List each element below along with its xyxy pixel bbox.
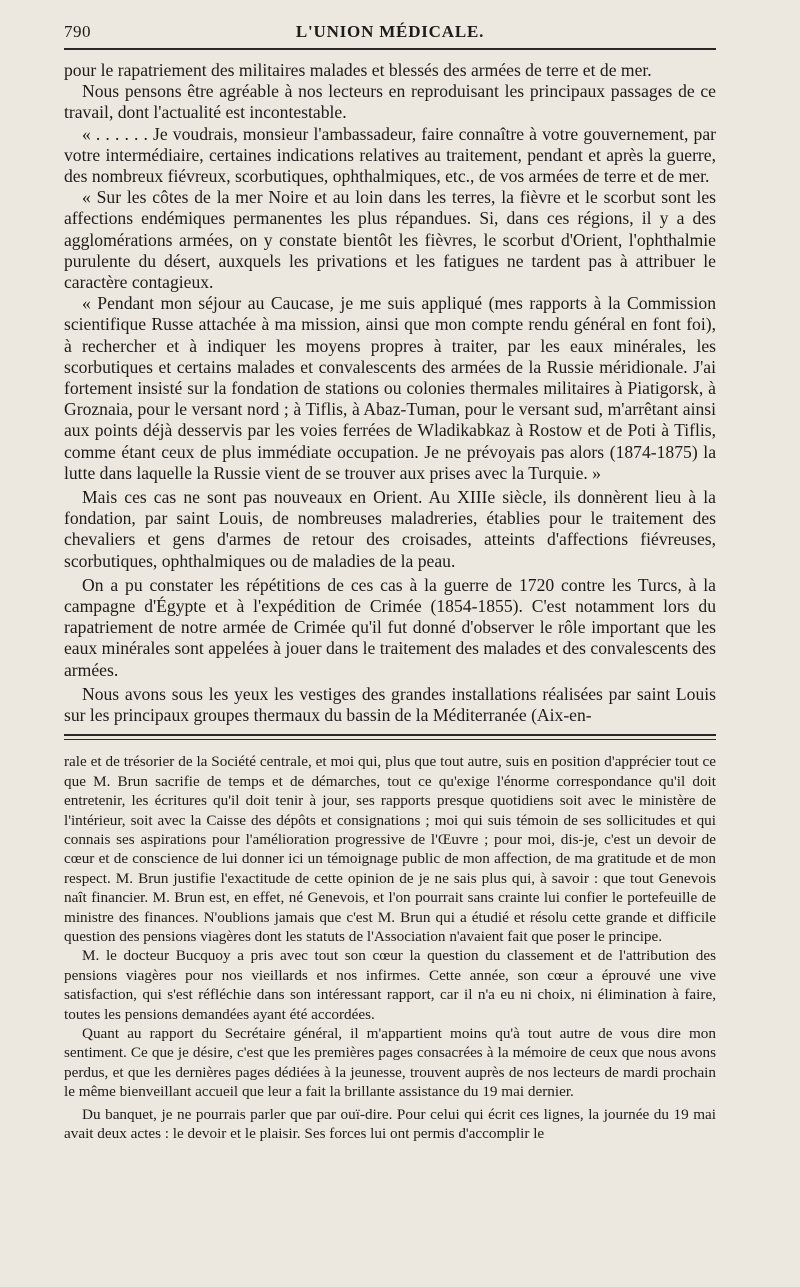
- body-paragraph: On a pu constater les répétitions de ces cas à la guerre de 1720 contre les Turcs, à la campagne d'Égypte et à l'expédition de Crimée (1854-1855). C'est notamment lors du rapatriement de notre armée de Crimée qu'il fut donné d'observer le rôle important que les eaux minérales sont appelées à jouer dans le traitement des malades et des convalescents des armées.: [64, 574, 716, 680]
- footnote-text: [64, 752, 716, 1143]
- footnote-paragraph: rale et de trésorier de la Société centrale, et moi qui, plus que tout autre, suis en position d'apprécier tout ce que M. Brun sacrifie de temps et de démarches, tout ce qu'exige l'énorme correspondance qu'il doit entretenir, les écritures qu'il doit tenir à jour, ses rapports presque quotidiens soit avec le ministère de l'intérieur, soit avec la Caisse des dépôts et consignations ; moi qui suis témoin de ses sollicitudes et qui connais ses aspirations pour l'amélioration progressive de l'Œuvre ; pour moi, dis-je, c'est un devoir de cœur et de conscience de lui donner ici un témoignage public de mon affection, de ma gratitude et de mon respect. M. Brun justifie l'exactitude de cette opinion de je ne sais plus qui, à savoir : que tout Genevois naît financier. M. Brun est, en effet, né Genevois, et l'on pourrait sans crainte lui confier le portefeuille de ministre des finances. N'oublions jamais que c'est M. Brun qui a étudié et résolu cette grande et difficile question des pensions viagères dont les statuts de l'Association n'avaient fait que poser le principe.: [64, 753, 716, 945]
- page-number: 790: [64, 22, 91, 41]
- body-paragraph: Mais ces cas ne sont pas nouveaux en Orient. Au XIIIe siècle, ils donnèrent lieu à la fondation, par saint Louis, de nombreuses maladreries, établies pour le traitement des chevaliers et gens d'armes de retour des croisades, atteints d'affections fiévreuses, scorbutiques, ophthalmiques ou de maladies de la peau.: [64, 487, 716, 571]
- main-text: [64, 60, 716, 726]
- footnote-separator: [64, 734, 716, 740]
- body-paragraph: pour le rapatriement des militaires malades et blessés des armées de terre et de mer.: [64, 60, 652, 80]
- footnote-paragraph: Quant au rapport du Secrétaire général, il m'appartient moins qu'à tout autre de vous dire mon sentiment. Ce que je désire, c'est que les premières pages consacrées à la mémoire de ceux que nous avons perdus, et que les dernières pages dédiées à la jeunesse, trouvent auprès de nos lecteurs de mardi prochain le même bienveillant accueil que leur a fait la brillante assistance du 19 mai dernier.: [64, 1024, 716, 1101]
- running-title: L'UNION MÉDICALE.: [295, 22, 485, 41]
- body-paragraph: « . . . . . . Je voudrais, monsieur l'ambassadeur, faire connaître à votre gouvernement, par votre intermédiaire, certaines indications relatives au traitement, pendant et après la guerre, des nombreux fiévreux, scorbutiques, ophthalmiques, etc., de vos armées de terre et de mer.: [64, 123, 716, 187]
- footnote-paragraph: Du banquet, je ne pourrais parler que par ouï-dire. Pour celui qui écrit ces lignes, la journée du 19 mai avait deux actes : le devoir et le plaisir. Ses forces lui ont permis d'accomplir le: [64, 1105, 716, 1143]
- body-paragraph: Nous avons sous les yeux les vestiges des grandes installations réalisées par saint Louis sur les principaux groupes thermaux du bassin de la Méditerranée (Aix-en-: [64, 683, 716, 726]
- header-rule: [64, 48, 716, 50]
- page-header: [64, 0, 716, 48]
- body-paragraph: « Sur les côtes de la mer Noire et au loin dans les terres, la fièvre et le scorbut sont les affections endémiques permanentes les plus répandues. Si, dans ces régions, il y a des agglomérations armées, on y constate bientôt les fièvres, le scorbut d'Orient, l'ophthalmie purulente du désert, auxquels les privations et les fatigues ne tardent pas à attribuer le caractère contagieux.: [64, 187, 716, 293]
- body-paragraph: Nous pensons être agréable à nos lecteurs en reproduisant les principaux passages de ce travail, dont l'actualité est incontestable.: [64, 81, 716, 123]
- footnote-paragraph: M. le docteur Bucquoy a pris avec tout son cœur la question du classement et de l'attribution des pensions viagères pour nos vieillards et nos infirmes. Cette année, son cœur a éprouvé une vive satisfaction, qui s'est réfléchie dans son intéressant rapport, car il n'a eu ni choix, ni élimination à faire, toutes les pensions demandées ayant été accordées.: [64, 947, 716, 1023]
- body-paragraph: « Pendant mon séjour au Caucase, je me suis appliqué (mes rapports à la Commission scientifique Russe attachée à ma mission, ainsi que mon compte rendu général en font foi), à rechercher et à indiquer les moyens propres à traiter, par les eaux minérales, les scorbutiques et certains malades et convalescents des armées de la Russie méridionale. J'ai fortement insisté sur la fondation de stations ou colonies thermales militaires à Piatigorsk, à Groznaia, pour le versant nord ; à Tiflis, à Abaz-Tuman, pour le versant sud, m'arrêtant ainsi aux points déjà desservis par les voies ferrées de Wladikabkaz à Rostow et de Poti à Tiflis, comme étant ceux de plus immédiate occupation. Je ne prévoyais pas alors (1874-1875) la lutte dans laquelle la Russie vient de se trouver aux prises avec la Turquie. »: [64, 293, 716, 483]
